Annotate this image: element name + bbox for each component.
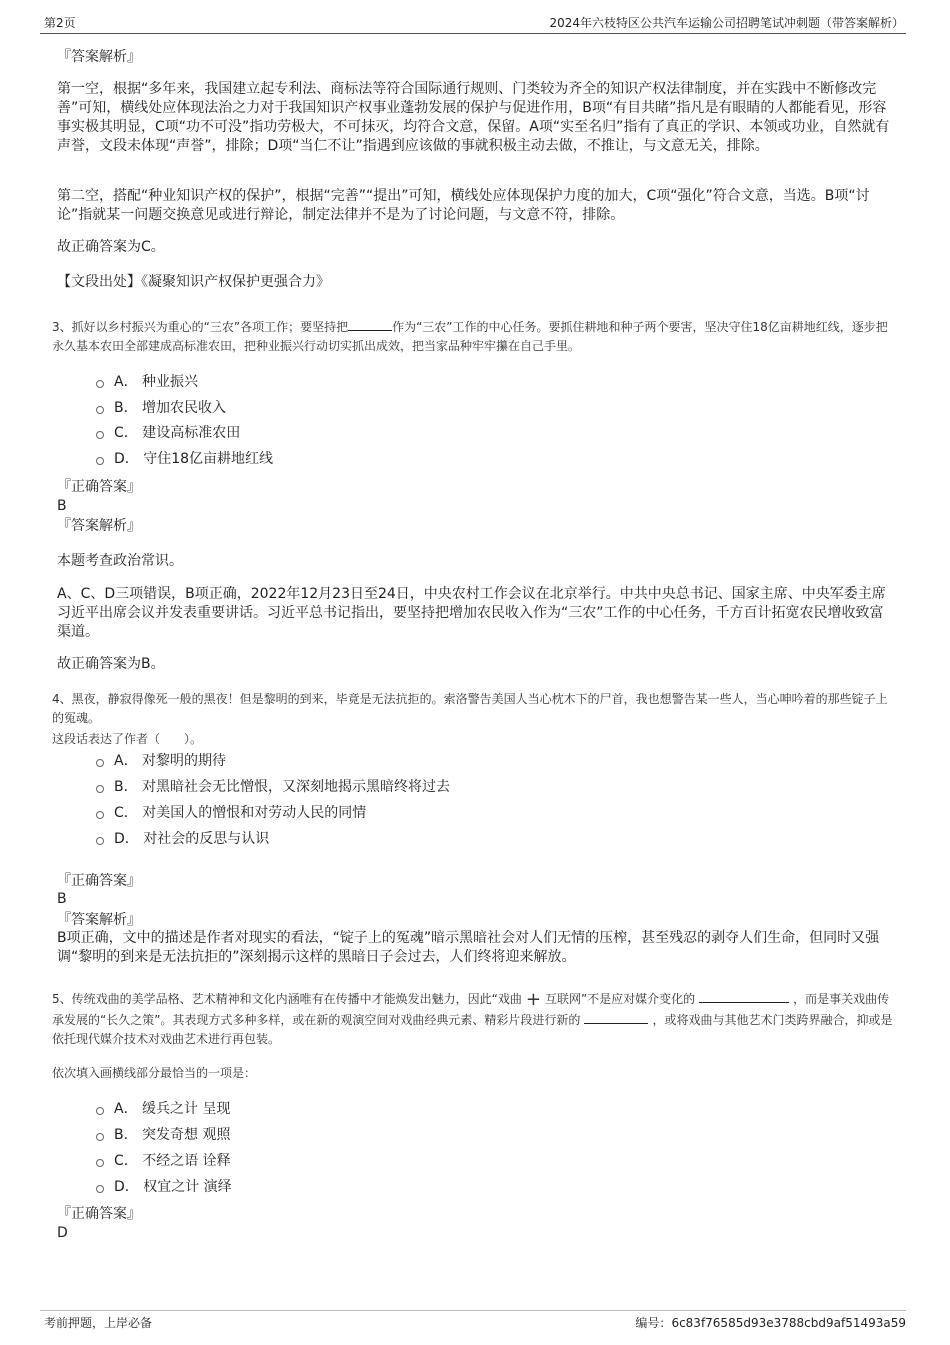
option-label: D． 守住18亿亩耕地红线 <box>114 451 274 467</box>
q3-answer: B <box>57 498 67 514</box>
option-label: D． 对社会的反思与认识 <box>114 831 270 847</box>
q4-stem: 4、黑夜，静寂得像死一般的黑夜！但是黎明的到来，毕竟是无法抗拒的。索洛警告美国人当心枕木下的尸首，我也想警告某一些人，当心呻吟着的那些锭子上的冤魂。 <box>52 692 888 725</box>
q4-option-c[interactable] <box>96 804 366 822</box>
option-label: B． 对黑暗社会无比憎恨，又深刻地揭示黑暗终将过去 <box>114 779 451 795</box>
q3-answer-label: 『正确答案』 <box>57 479 141 495</box>
option-label: B． 突发奇想 观照 <box>114 1127 231 1143</box>
radio-icon[interactable] <box>96 431 104 439</box>
q3-option-b[interactable] <box>96 399 226 417</box>
q3-option-a[interactable] <box>96 373 198 391</box>
q2-analysis-para1: 第一空，根据“多年来，我国建立起专利法、商标法等符合国际通行规则、门类较为齐全的知识产权法律制度，并在实践中不断修改完善”可知，横线处应体现法治之力对于我国知识产权事业蓬勃发展的保护与促进作用，B项“有目共睹”指凡是有眼睛的人都能看见，形容事实极其明显，C项“功不可没”指功劳极大，不可抹灭，均符合文意，保留。A项“实至名归”指有了真正的学识、本领或功业，自然就有声誉，文段未体现“声誉”，排除；D项“当仁不让”指遇到应该做的事就积极主动去做，不推让，与文意无关，排除。 <box>57 81 890 154</box>
option-label: A． 种业振兴 <box>114 374 199 390</box>
header-divider <box>40 33 906 34</box>
radio-icon[interactable] <box>96 457 104 465</box>
q4-option-b[interactable] <box>96 778 450 796</box>
option-label: A． 对黎明的期待 <box>114 753 227 769</box>
radio-icon[interactable] <box>96 1107 104 1115</box>
q4-answer-label: 『正确答案』 <box>57 873 141 889</box>
option-label: C． 对美国人的憎恨和对劳动人民的同情 <box>114 805 367 821</box>
radio-icon[interactable] <box>96 380 104 388</box>
q5-answer-label: 『正确答案』 <box>57 1206 141 1222</box>
q4-analysis-para1: B项正确，文中的描述是作者对现实的看法，“锭子上的冤魂”暗示黑暗社会对人们无情的压榨，甚至残忍的剥夺人们生命，但同时又强调“黎明的到来是无法抗拒的”深刻揭示这样的黑暗日子会过去，人们终将迎来解放。 <box>57 930 880 965</box>
option-label: C． 不经之语 诠释 <box>114 1153 231 1169</box>
q3-analysis-label: 『答案解析』 <box>57 518 141 534</box>
q2-analysis-para2: 第二空，搭配“种业知识产权的保护”，根据“完善”“提出”可知，横线处应体现保护力度的加大，C项“强化”符合文意，当选。B项“讨论”指就某一问题交换意见或进行辩论，制定法律并不是为了讨论问题，与文意不符，排除。 <box>57 188 870 223</box>
option-label: A． 缓兵之计 呈现 <box>114 1101 231 1117</box>
q4-prompt: 这段话表达了作者（ ）。 <box>52 732 203 746</box>
footer-code-label: 编号： <box>635 1316 672 1330</box>
footer-code-value: 6c83f76585d93e3788cbd9af51493a59 <box>671 1316 906 1330</box>
page-number: 第2页 <box>44 16 76 30</box>
radio-icon[interactable] <box>96 811 104 819</box>
radio-icon[interactable] <box>96 1185 104 1193</box>
q5-option-c[interactable] <box>96 1152 231 1170</box>
q3-option-d[interactable] <box>96 450 273 468</box>
radio-icon[interactable] <box>96 785 104 793</box>
q2-analysis-label: 『答案解析』 <box>57 49 141 65</box>
q5-stem-b: 互联网”不是应对媒介变化的 <box>544 992 696 1006</box>
q4-analysis-label: 『答案解析』 <box>57 912 141 928</box>
radio-icon[interactable] <box>96 406 104 414</box>
q3-conclusion: 故正确答案为B。 <box>57 656 165 672</box>
q3-option-c[interactable] <box>96 424 240 442</box>
q5-option-b[interactable] <box>96 1126 231 1144</box>
q5-stem-c: ，而是事关戏曲传承发展的“长久之策”。其表现方式多种多样，或在新的观演空间对戏曲经典元素、精彩片段进行新的 <box>52 992 890 1027</box>
q5-blank-1 <box>699 988 789 1003</box>
radio-icon[interactable] <box>96 1159 104 1167</box>
plus-sign: + <box>525 989 541 1010</box>
q3-analysis-para2: A、C、D三项错误，B项正确，2022年12月23日至24日，中央农村工作会议在北京举行。中共中央总书记、国家主席、中央军委主席习近平出席会议并发表重要讲话。习近平总书记指出，要坚持把增加农民收入作为“三农”工作的中心任务，千方百计拓宽农民增收致富渠道。 <box>57 586 886 640</box>
q2-source: 【文段出处】《凝聚知识产权保护更强合力》 <box>57 274 330 290</box>
document-title: 2024年六枝特区公共汽车运输公司招聘笔试冲刺题（带答案解析） <box>549 16 904 30</box>
q5-answer: D <box>57 1225 68 1241</box>
q3-stem <box>52 316 897 356</box>
q4-answer: B <box>57 891 67 907</box>
footer-divider <box>40 1310 906 1311</box>
radio-icon[interactable] <box>96 837 104 845</box>
q2-conclusion: 故正确答案为C。 <box>57 239 165 255</box>
q5-prompt: 依次填入画横线部分最恰当的一项是： <box>52 1066 257 1080</box>
q5-blank-2 <box>584 1009 648 1024</box>
q4-option-d[interactable] <box>96 830 269 848</box>
q5-stem <box>52 988 897 1049</box>
option-label: C． 建设高标准农田 <box>114 425 241 441</box>
q4-option-a[interactable] <box>96 752 226 770</box>
q3-blank <box>348 316 392 331</box>
option-label: D． 权宜之计 演绎 <box>114 1179 232 1195</box>
q3-analysis-para1: 本题考查政治常识。 <box>57 553 183 569</box>
radio-icon[interactable] <box>96 1133 104 1141</box>
footer-slogan: 考前押题，上岸必备 <box>44 1316 153 1330</box>
footer-code <box>635 1314 906 1331</box>
q5-stem-d: ，或将戏曲与其他艺术门类跨界融合，抑或是依托现代媒介技术对戏曲艺术进行再包装。 <box>52 1013 893 1046</box>
q5-option-a[interactable] <box>96 1100 230 1118</box>
q3-stem-b: 作为“三农”工作的中心任务。要抓住耕地和种子两个要害，坚决守住18亿亩耕地红线，逐步把永久基本农田全部建成高标准农田，把种业振兴行动切实抓出成效，把当家品种牢牢攥在自己手里。 <box>52 320 888 353</box>
radio-icon[interactable] <box>96 759 104 767</box>
option-label: B． 增加农民收入 <box>114 400 227 416</box>
q5-option-d[interactable] <box>96 1178 232 1196</box>
q5-stem-a: 5、传统戏曲的美学品格、艺术精神和文化内涵唯有在传播中才能焕发出魅力，因此“戏曲 <box>52 992 522 1006</box>
q3-stem-a: 3、抓好以乡村振兴为重心的“三农”各项工作；要坚持把 <box>52 320 349 334</box>
